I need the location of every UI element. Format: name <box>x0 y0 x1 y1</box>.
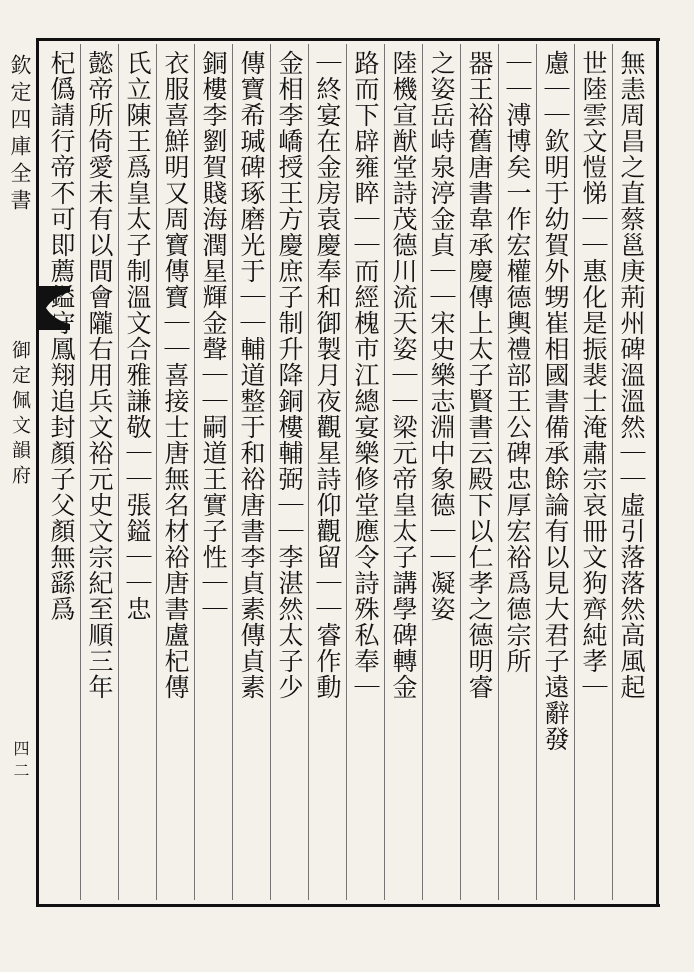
column-divider <box>536 44 537 900</box>
text-column: 之姿岳峙泉渟金貞｜｜宋史樂志淵中象德｜｜凝姿 <box>427 50 456 622</box>
volume-title: 御定佩文韻府 <box>9 340 31 490</box>
text-column: 慮｜｜欽明于幼賀外甥崔相國書備承餘論有以見大君子遠辭發 <box>541 50 570 752</box>
book-title: 欽定四庫全書 <box>8 54 32 216</box>
column-divider <box>612 44 613 900</box>
text-column: ｜｜溥博矣一作宏權德輿禮部王公碑忠厚宏裕爲德宗所 <box>503 50 532 674</box>
text-column: 器王裕舊唐書韋承慶傳上太子賢書云殿下以仁孝之德明睿 <box>465 50 494 700</box>
column-divider <box>308 44 309 900</box>
text-column: 金相李嶠授王方慶庶子制升降銅樓輔弼｜｜李湛然太子少 <box>275 50 304 700</box>
column-divider <box>80 44 81 900</box>
text-column: 無恚周昌之直蔡邕庚荊州碑溫溫然｜｜虛引落落然高風起 <box>617 50 646 700</box>
text-column: 衣服喜鮮明又周寶傳寶｜｜喜接士唐無名材裕唐書盧杞傳 <box>161 50 190 700</box>
column-divider <box>460 44 461 900</box>
column-divider <box>384 44 385 900</box>
column-divider <box>194 44 195 900</box>
column-divider <box>232 44 233 900</box>
column-divider <box>574 44 575 900</box>
text-column: 世陸雲文愷悌｜｜惠化是振裴士淹肅宗哀冊文狗齊純孝｜ <box>579 50 608 700</box>
column-divider <box>270 44 271 900</box>
text-column: 傳寶希瑊碑琢磨光于｜｜輔道整于和裕唐書李貞素傳貞素 <box>237 50 266 700</box>
margin-strip <box>0 40 38 904</box>
text-column: 杞僞請行帝不可即薦鎰守鳳翔追封顏子父顏無繇爲 <box>47 50 76 622</box>
column-divider <box>422 44 423 900</box>
page-number: 四二 <box>11 740 30 784</box>
text-column: ｜終宴在金房袁慶奉和御製月夜觀星詩仰觀留｜｜睿作動 <box>313 50 342 700</box>
frame-top-rule <box>36 38 660 41</box>
text-column: 懿帝所倚愛未有以間會隴右用兵文裕元史文宗紀至順三年 <box>85 50 114 700</box>
column-divider <box>346 44 347 900</box>
column-divider <box>118 44 119 900</box>
text-column: 陸機宣猷堂詩茂德川流天姿｜｜梁元帝皇太子講學碑轉金 <box>389 50 418 700</box>
column-divider <box>498 44 499 900</box>
frame-bottom-rule <box>36 904 660 907</box>
text-column: 銅樓李劉賀賤海潤星輝金聲｜｜嗣道王實子性｜｜ <box>199 50 228 622</box>
text-column: 路而下辟雍睟｜｜而經槐市江總宴樂修堂應令詩殊私奉｜ <box>351 50 380 700</box>
text-column: 氏立陳王爲皇太子制溫文合雅謙敬｜｜張鎰｜｜忠 <box>123 50 152 622</box>
frame-right-rule <box>656 38 659 907</box>
column-divider <box>156 44 157 900</box>
